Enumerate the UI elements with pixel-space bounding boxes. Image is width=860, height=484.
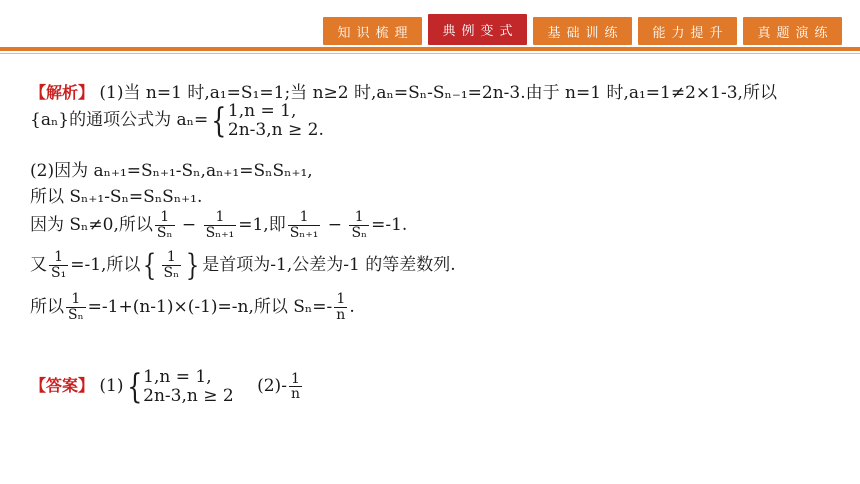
analysis-tag: 【解析】 [30, 83, 95, 102]
fraction [289, 372, 302, 402]
analysis-text: 所以 [30, 297, 64, 317]
denominator: n [290, 386, 300, 403]
denominator: Sₙ [156, 225, 173, 241]
answer-tag: 【答案】 [30, 376, 95, 396]
left-brace: { [126, 366, 142, 407]
analysis-text: =1,即 [238, 215, 286, 235]
header-divider-thin [0, 53, 860, 54]
tab-ability-improvement[interactable] [638, 17, 737, 45]
denominator: Sₙ [163, 265, 180, 281]
answer-line [30, 368, 304, 405]
analysis-text: 因为 Sₙ≠0,所以 [30, 215, 153, 235]
fraction [204, 210, 237, 240]
analysis-text: (2)因为 aₙ₊₁=Sₙ₊₁-Sₙ,aₙ₊₁=SₙSₙ₊₁, [30, 161, 313, 181]
tab-past-exams[interactable] [743, 17, 842, 45]
piecewise-cases [228, 102, 324, 139]
case-1: 1,n = 1, [143, 367, 212, 387]
analysis-line-4 [30, 182, 202, 207]
analysis-line-6 [30, 247, 456, 283]
tab-label: 真题演练 [757, 25, 834, 41]
section-tabs [323, 17, 842, 45]
tab-examples[interactable] [428, 14, 527, 45]
fraction [49, 250, 68, 280]
numerator: 1 [155, 210, 175, 226]
tab-label: 基础训练 [547, 25, 624, 41]
right-brace: } [186, 247, 200, 283]
case-1: 1,n = 1, [227, 101, 297, 121]
tab-knowledge-review[interactable] [323, 17, 422, 45]
fraction [66, 292, 86, 322]
numerator: 1 [334, 292, 347, 308]
fraction [162, 250, 182, 280]
numerator: 1 [349, 210, 369, 226]
analysis-text: =-1,所以 [70, 255, 141, 275]
fraction [349, 210, 369, 240]
numerator: 1 [289, 372, 302, 388]
tab-label: 知识梳理 [337, 25, 414, 41]
analysis-text: . [349, 297, 355, 317]
analysis-text: 所以 Sₙ₊₁-Sₙ=SₙSₙ₊₁. [30, 187, 203, 207]
denominator: Sₙ₊₁ [289, 225, 319, 241]
analysis-line-7 [30, 292, 355, 323]
answer-part-1-label: (1) [99, 376, 124, 397]
denominator: Sₙ₊₁ [205, 225, 235, 241]
denominator: Sₙ [351, 225, 368, 241]
analysis-text: =-1+(n-1)×(-1)=-n,所以 Sₙ=- [87, 297, 333, 317]
fraction [334, 292, 347, 322]
denominator: S₁ [51, 265, 67, 281]
analysis-line-2 [30, 102, 324, 139]
numerator: 1 [49, 250, 68, 266]
minus-sign: − [322, 215, 348, 235]
fraction [155, 210, 175, 240]
numerator: 1 [162, 250, 182, 266]
denominator: Sₙ [68, 307, 84, 323]
formula-prefix: {aₙ}的通项公式为 aₙ= [30, 110, 209, 131]
denominator: n [336, 307, 346, 323]
analysis-text: 是首项为-1,公差为-1 的等差数列. [202, 255, 456, 275]
numerator: 1 [204, 210, 237, 226]
numerator: 1 [66, 292, 86, 308]
answer-part-2-label: (2)- [257, 376, 287, 397]
minus-sign: − [176, 215, 202, 235]
fraction [288, 210, 321, 240]
analysis-line-5 [30, 210, 407, 241]
analysis-text: =-1. [371, 215, 408, 235]
tab-label: 典例变式 [442, 24, 519, 39]
left-brace: { [211, 100, 227, 141]
case-2: 2n-3,n ≥ 2. [227, 119, 324, 140]
tab-label: 能力提升 [652, 25, 729, 41]
analysis-line-1 [30, 78, 777, 103]
header-divider [0, 47, 860, 51]
analysis-line-3 [30, 156, 313, 181]
piecewise-cases [143, 368, 234, 405]
top-navigation [0, 0, 860, 60]
analysis-text: (1)当 n=1 时,a₁=S₁=1;当 n≥2 时,aₙ=Sₙ-Sₙ₋₁=2n-3.由于 n=1 时,a₁=1≠2×1-3,所以 [99, 83, 777, 103]
left-brace: { [143, 247, 157, 283]
numerator: 1 [288, 210, 321, 226]
case-2: 2n-3,n ≥ 2 [143, 385, 234, 406]
analysis-text: 又 [30, 255, 47, 275]
tab-basic-training[interactable] [533, 17, 632, 45]
